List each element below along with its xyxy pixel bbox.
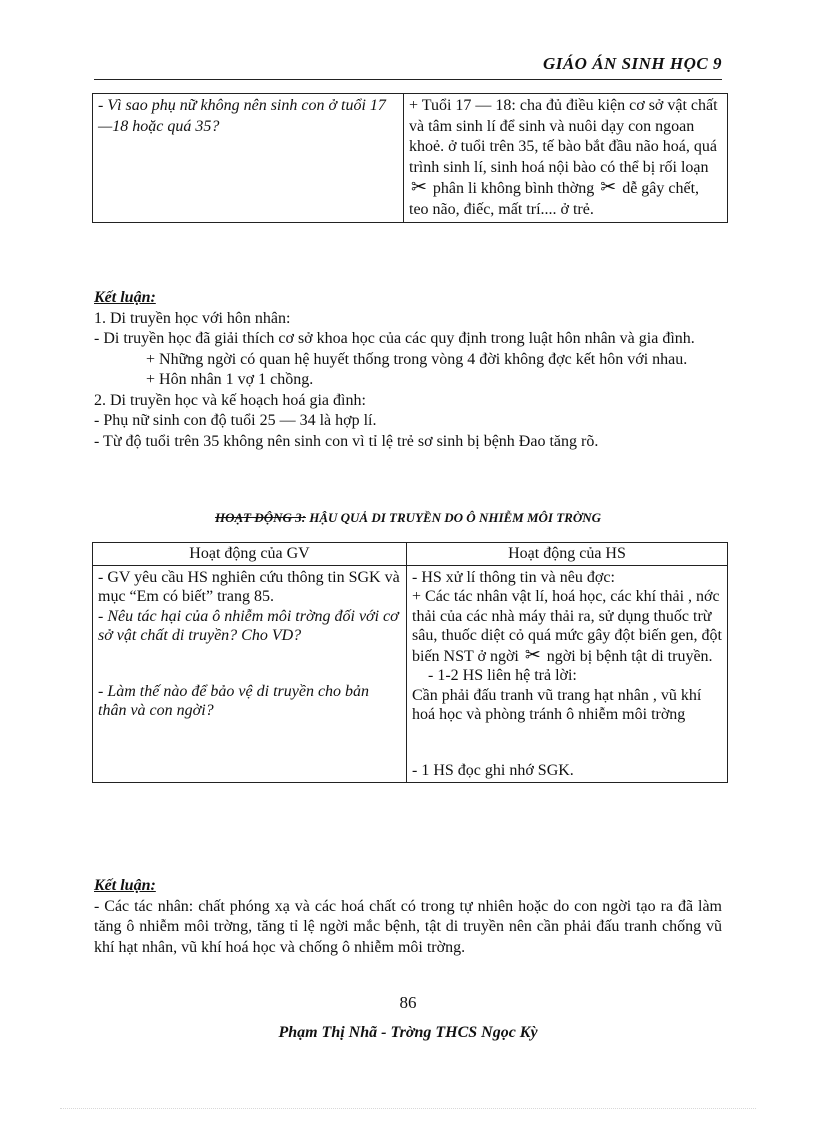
column-header-hs: Hoạt động của HS	[407, 543, 728, 566]
hs-item: + Các tác nhân vật lí, hoá học, các khí thải , nớc thải của các nhà máy thải ra, sử dụng thuốc trừ sâu, thuốc diệt cỏ quá mức gây đột biến gen, đột biến NST ở ngời ✂ ngời bị bệnh tật di truyền.	[412, 588, 722, 666]
conclusion-line: - Phụ nữ sinh con độ tuổi 25 — 34 là hợp lí.	[94, 412, 377, 429]
answer-text-1: + Tuổi 17 — 18: cha đủ điều kiện cơ sở vật chất và tâm sinh lí để sinh và nuôi dạy con ngoan khoẻ. ở tuổi trên 35, tế bào bắt đầu não hoá, quá trình sinh lí, sinh hoá nội bào có thể bị rối loạn	[409, 97, 718, 176]
footer-author: Phạm Thị Nhã - Trờng THCS Ngọc Kỳ	[278, 1024, 538, 1041]
answer-text-2: phân li không bình thờng	[432, 180, 595, 197]
activity-label: HOẠT ĐỘNG 3:	[214, 510, 306, 525]
hs-item: Cần phải đấu tranh vũ trang hạt nhân , vũ khí hoá học và phòng tránh ô nhiễm môi trờng	[412, 686, 702, 723]
gv-item: - GV yêu cầu HS nghiên cứu thông tin SGK và mục “Em có biết” trang 85.	[98, 568, 400, 605]
conclusion-line: + Hôn nhân 1 vợ 1 chồng.	[146, 371, 314, 388]
scissors-icon: ✂	[524, 644, 541, 666]
conclusion-line: - Từ độ tuổi trên 35 không nên sinh con vì tỉ lệ trẻ sơ sinh bị bệnh Đao tăng rõ.	[94, 432, 599, 450]
hs-item: - 1-2 HS liên hệ trả lời:	[428, 667, 577, 684]
question-cell: - Vì sao phụ nữ không nên sinh con ở tuổi 17 —18 hoặc quá 35?	[93, 94, 404, 223]
activity-title: HẬU QUẢ DI TRUYỀN DO Ô NHIỄM MÔI TRỜNG	[309, 510, 602, 525]
conclusion-label: Kết luận:	[94, 289, 156, 306]
hs-cell	[407, 565, 728, 783]
gv-question: - Làm thế nào để bảo vệ di truyền cho bản thân và con ngời?	[98, 682, 370, 719]
table-header-row	[93, 543, 728, 566]
conclusion-line: + Những ngời có quan hệ huyết thống trong vòng 4 đời không đợc kết hôn với nhau.	[146, 350, 688, 368]
page-number: 86	[399, 993, 417, 1012]
footer-divider	[60, 1108, 756, 1109]
conclusion-line: - Di truyền học đã giải thích cơ sở khoa học của các quy định trong luật hôn nhân và gia đình.	[94, 330, 695, 347]
answer-text-3: dễ gây chết, teo não, điếc, mất trí.... ở trẻ.	[409, 180, 700, 218]
conclusion-2	[94, 876, 722, 958]
conclusion-label: Kết luận:	[94, 877, 156, 894]
column-header-gv: Hoạt động của GV	[93, 543, 407, 566]
table-row	[93, 565, 728, 783]
gv-question: - Nêu tác hại của ô nhiễm môi trờng đối với cơ sở vật chất di truyền? Cho VD?	[98, 607, 399, 644]
qa-table	[92, 93, 728, 223]
page-header-title: GIÁO ÁN SINH HỌC 9	[542, 54, 722, 73]
activity-heading	[94, 510, 722, 526]
conclusion-line: 1. Di truyền học với hôn nhân:	[94, 309, 291, 327]
table-row	[93, 94, 728, 223]
conclusion-line: 2. Di truyền học và kế hoạch hoá gia đình:	[94, 391, 366, 409]
header-rule	[94, 79, 722, 80]
gv-cell	[93, 565, 407, 783]
scissors-icon: ✂	[411, 177, 427, 198]
conclusion-1	[94, 288, 722, 452]
conclusion-text: - Các tác nhân: chất phóng xạ và các hoá chất có trong tự nhiên hoặc do con ngời tạo ra đã làm tăng ô nhiễm môi trờng, tăng tỉ lệ ngời mắc bệnh, tật di truyền nên cần phải đấu tranh chống vũ khí hạt nhân, vũ khí hoá học và chống ô nhiễm môi trờng.	[94, 897, 722, 956]
activity-table	[92, 542, 728, 783]
hs-item: - HS xử lí thông tin và nêu đợc:	[412, 568, 615, 586]
answer-cell	[404, 94, 728, 223]
scissors-icon: ✂	[600, 177, 617, 198]
hs-item: - 1 HS đọc ghi nhớ SGK.	[412, 761, 574, 779]
